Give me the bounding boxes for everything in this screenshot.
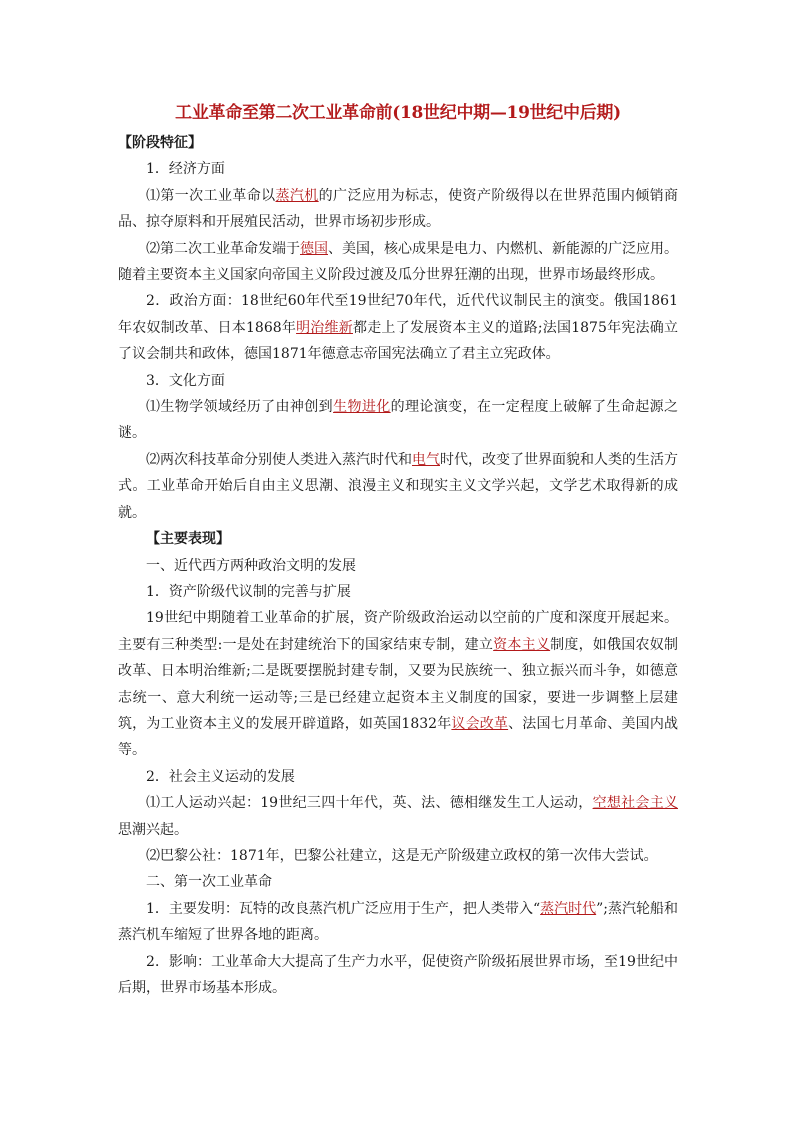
term-link-capitalism[interactable]: 资本主义 bbox=[493, 636, 551, 653]
term-link-utopian-socialism[interactable]: 空想社会主义 bbox=[592, 795, 678, 812]
part1-sub2-heading: 2．社会主义运动的发展 bbox=[146, 768, 295, 785]
term-link-steam-engine[interactable]: 蒸汽机 bbox=[275, 187, 319, 204]
text-run: 制度，如俄国农奴制改革、日本明治维新;二是既要摆脱封建专制，又要为民族统一、独立振兴而斗争，如德意志统一、意大利统一运动等;三是已经建立起资本主义制度的国家，要进一步调整上层建筑，为工业资本主义的发展开辟道路，如英国1832年 bbox=[118, 636, 678, 732]
text-run: ⑴工人运动兴起：19世纪三四十年代，英、法、德相继发生工人运动， bbox=[146, 795, 593, 812]
document-body bbox=[118, 100, 678, 1001]
section-heading-main-performance: 【主要表现】 bbox=[146, 531, 230, 548]
term-link-meiji-restoration[interactable]: 明治维新 bbox=[296, 319, 353, 336]
text-run: ⑵两次科技革命分别使人类进入蒸汽时代和 bbox=[146, 451, 412, 468]
econ-paragraph-2 bbox=[118, 236, 678, 289]
part1-sub2-paragraph-1 bbox=[118, 790, 678, 843]
part2-paragraph-2: 2．影响：工业革命大大提高了生产力水平，促使资产阶级拓展世界市场，至19世纪中后期，世界市场基本形成。 bbox=[118, 953, 678, 996]
page-title: 工业革命至第二次工业革命前(18世纪中期—19世纪中后期) bbox=[175, 103, 621, 123]
text-run: ⑴第一次工业革命以 bbox=[146, 187, 276, 204]
part2-heading: 二、第一次工业革命 bbox=[146, 874, 272, 891]
culture-paragraph-2 bbox=[118, 447, 678, 526]
text-run: 、美国，核心成果是电力、内燃机、新能源的广泛应用。随着主要资本主义国家向帝国主义阶段过渡及瓜分世界狂潮的出现，世界市场最终形成。 bbox=[118, 240, 678, 284]
text-run: 思潮兴起。 bbox=[118, 821, 188, 838]
culture-paragraph-1 bbox=[118, 394, 678, 447]
term-link-evolution[interactable]: 生物进化 bbox=[333, 399, 391, 416]
part1-sub2-paragraph-2: ⑵巴黎公社：1871年，巴黎公社建立，这是无产阶级建立政权的第一次伟大尝试。 bbox=[146, 847, 658, 864]
text-run: 1．主要发明：瓦特的改良蒸汽机广泛应用于生产，把人类带入“ bbox=[146, 900, 541, 917]
part2-paragraph-1 bbox=[118, 896, 678, 949]
text-run: 的理论演变，在一定程度上破解了生命起源之谜。 bbox=[118, 399, 679, 442]
text-run: 2．政治方面：18世纪60年代至19世纪70年代，近代代议制民主的演变。俄国1861年农奴制改革、日本1868年 bbox=[118, 293, 678, 336]
part1-sub1-heading: 1．资产阶级代议制的完善与扩展 bbox=[146, 583, 351, 600]
text-run: 时代，改变了世界面貌和人类的生活方式。工业革命开始后自由主义思潮、浪漫主义和现实主义文学兴起，文学艺术取得新的成就。 bbox=[118, 451, 678, 521]
text-run: 的广泛应用为标志，使资产阶级得以在世界范围内倾销商品、掠夺原料和开展殖民活动，世界市场初步形成。 bbox=[118, 187, 679, 231]
econ-paragraph-1 bbox=[118, 183, 678, 236]
term-link-electric[interactable]: 电气 bbox=[412, 451, 440, 468]
term-link-parliament-reform[interactable]: 议会改革 bbox=[451, 715, 509, 732]
culture-heading: 3．文化方面 bbox=[146, 372, 225, 389]
politics-paragraph bbox=[118, 288, 678, 367]
text-run: ⑴生物学领域经历了由神创到 bbox=[146, 399, 334, 416]
text-run: ”;蒸汽轮船和蒸汽机车缩短了世界各地的距离。 bbox=[118, 900, 679, 944]
part1-heading: 一、近代西方两种政治文明的发展 bbox=[146, 557, 356, 574]
text-run: 、法国七月革命、美国内战等。 bbox=[118, 715, 678, 759]
text-run: ⑵第二次工业革命发端于 bbox=[146, 240, 300, 257]
section-heading-stage-features: 【阶段特征】 bbox=[118, 135, 202, 151]
term-link-steam-age[interactable]: 蒸汽时代 bbox=[540, 900, 597, 917]
part1-sub1-paragraph bbox=[118, 605, 678, 763]
term-link-germany[interactable]: 德国 bbox=[300, 240, 328, 257]
econ-heading: 1．经济方面 bbox=[146, 161, 225, 178]
text-run: 19世纪中期随着工业革命的扩展，资产阶级政治运动以空前的广度和深度开展起来。主要有三种类型:一是处在封建统治下的国家结束专制，建立 bbox=[118, 610, 678, 653]
text-run: 都走上了发展资本主义的道路;法国1875年宪法确立了议会制共和政体，德国1871年德意志帝国宪法确立了君主立宪政体。 bbox=[118, 319, 678, 363]
